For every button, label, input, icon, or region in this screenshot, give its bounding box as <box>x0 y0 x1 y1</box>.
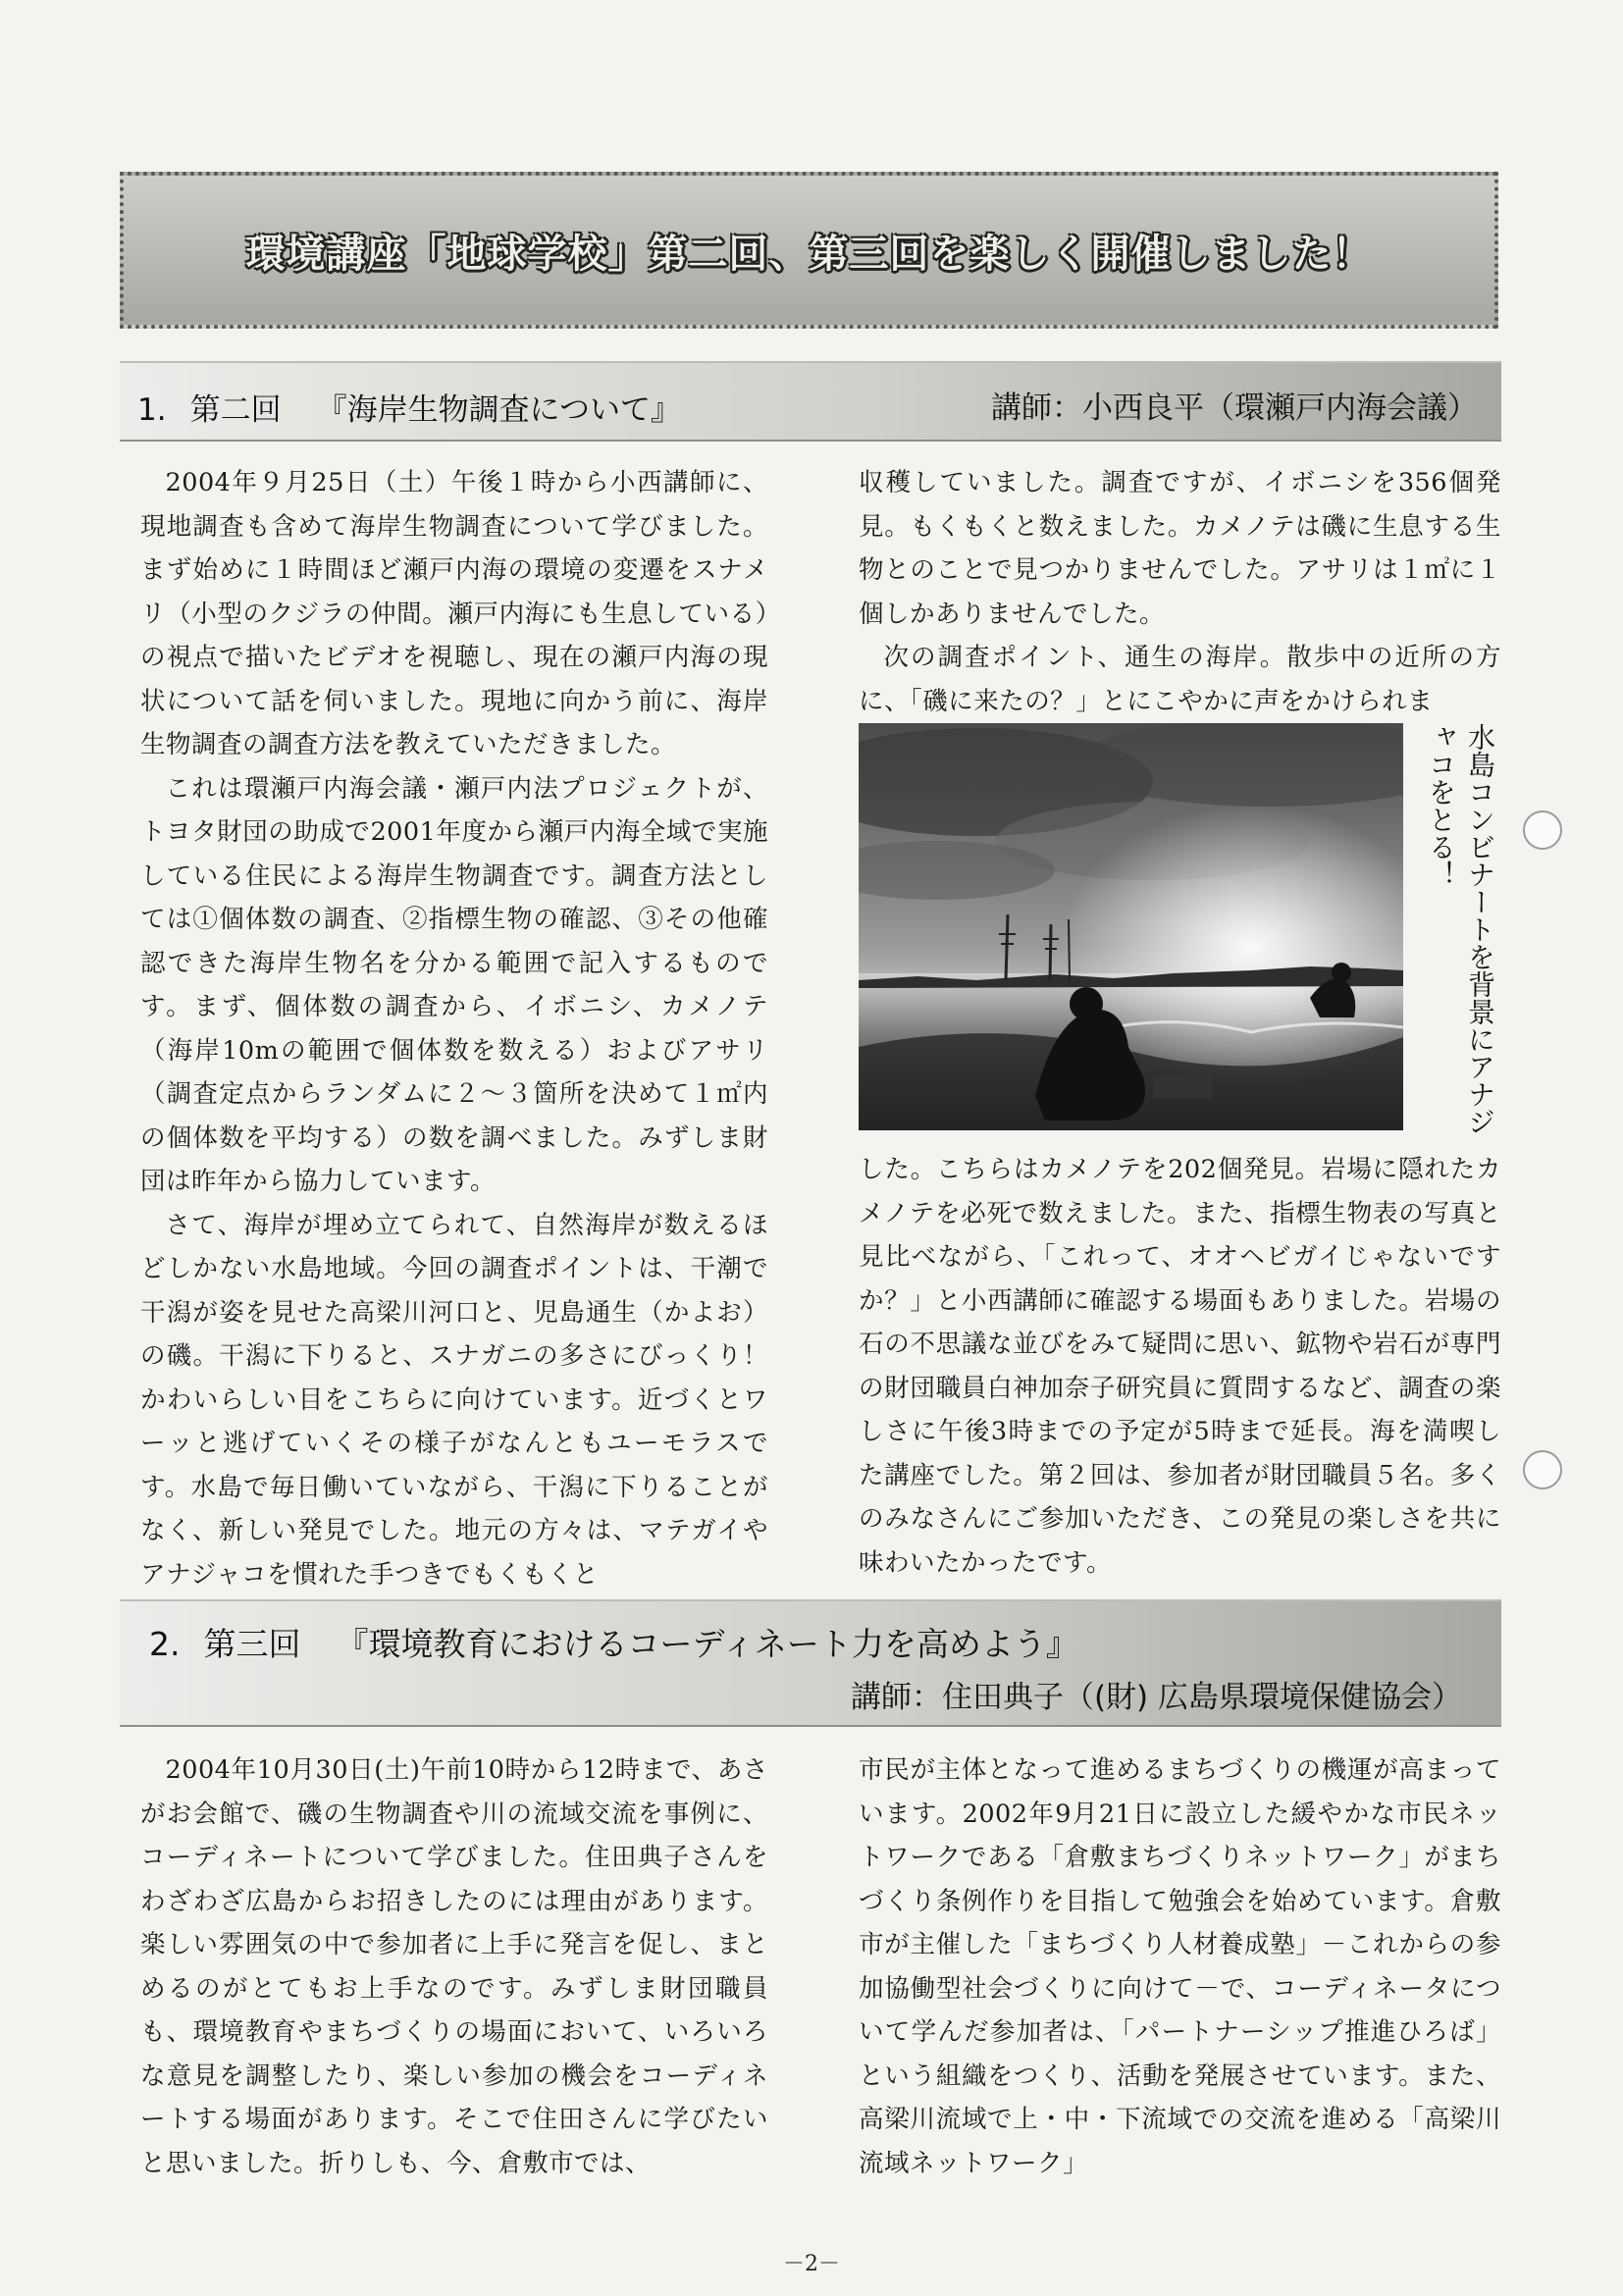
section2-left-column <box>140 1748 768 2185</box>
paragraph: さて、海岸が埋め立てられて、自然海岸が数えるほどしかない水島地域。今回の調査ポイントは、干潮で干潟が姿を見せた高梁川河口と、児島通生（かよお）の磯。干潟に下りると、スナガニの多さにびっくり！かわいらしい目をこちらに向けています。近づくとワーッと逃げていくその様子がなんともユーモラスです。水島で毎日働いていながら、干潟に下りることがなく、新しい発見でした。地元の方々は、マテガイやアナジャコを慣れた手つきでもくもくと <box>140 1210 768 1590</box>
tidal-flat-photo <box>859 723 1403 1130</box>
section1-header <box>120 361 1501 442</box>
section2-right-column <box>859 1748 1501 2185</box>
section1-topic: 『海岸生物調査について』 <box>316 392 681 428</box>
paragraph: 市民が主体となって進めるまちづくりの機運が高まっています。2002年9月21日に設立した緩やかな市民ネットワークである「倉敷まちづくりネットワーク」がまちづくり条例作りを目指して勉強会を始めています。倉敷市が主催した「まちづくり人材養成塾」－これからの参加協働型社会づくりに向けて－で、コーディネータについて学んだ参加者は、「パートナーシップ推進ひろば」という組織をつくり、活動を発展させています。また、高梁川流域で上・中・下流域での交流を進める「高梁川流域ネットワーク」 <box>859 1755 1501 2178</box>
paragraph: した。こちらはカメノテを202個発見。岩場に隠れたカメノテを必死で数えました。また、指標生物表の写真と見比べながら、「これって、オオヘビガイじゃないですか？」と小西講師に確認する場面もありました。岩場の石の不思議な並びをみて疑問に思い、鉱物や岩石が専門の財団職員白神加奈子研究員に質問するなど、調査の楽しさに午後3時までの予定が5時まで延長。海を満喫した講座でした。第２回は、参加者が財団職員５名。多くのみなさんにご参加いただき、この発見の楽しさを共に味わいたかったです。 <box>859 1155 1501 1578</box>
paragraph: 収穫していました。調査ですが、イボニシを356個発見。もくもくと数えました。カメノテは磯に生息する生物とのことで見つかりませんでした。アサリは１㎡に１個しかありませんでした。 <box>859 468 1501 629</box>
section1-right-column-bottom <box>859 1148 1501 1585</box>
section1-lecturer: 講師：小西良平（環瀬戸内海会議） <box>991 391 1478 426</box>
page-title: 環境講座「地球学校」第二回、第三回を楽しく開催しました！ <box>245 231 1373 277</box>
section2-number: 2. <box>149 1625 181 1663</box>
photo-caption: 水島コンビナートを背景にアナジャコをとる！ <box>1425 723 1496 1135</box>
photo-image <box>859 723 1403 1130</box>
section1-left-column <box>140 461 768 1596</box>
title-banner <box>120 172 1498 329</box>
section2-lecturer: 講師：住田典子（(財) 広島県環境保健協会） <box>850 1680 1462 1715</box>
punch-hole <box>1523 810 1562 850</box>
section1-number: 1. <box>137 392 167 428</box>
section2-topic: 『環境教育におけるコーディネート力を高めよう』 <box>336 1625 1078 1663</box>
paragraph: 次の調査ポイント、通生の海岸。散歩中の近所の方に、「磯に来たの？」とにこやかに声をかけられま <box>859 643 1501 716</box>
paragraph: 2004年10月30日(土)午前10時から12時まで、あさがお会館で、磯の生物調査や川の流域交流を事例に、コーディネートについて学びました。住田典子さんをわざわざ広島からお招きしたのには理由があります。楽しい雰囲気の中で参加者に上手に発言を促し、まとめるのがとてもお上手なのです。みずしま財団職員も、環境教育やまちづくりの場面において、いろいろな意見を調整したり、楽しい参加の機会をコーディネートする場面があります。そこで住田さんに学びたいと思いました。折りしも、今、倉敷市では、 <box>140 1755 768 2178</box>
section1-right-column-top <box>859 461 1501 723</box>
paragraph: これは環瀬戸内海会議・瀬戸内法プロジェクトが、トヨタ財団の助成で2001年度から瀬戸内海全域で実施している住民による海岸生物調査です。調査方法としては①個体数の調査、②指標生物の確認、③その他確認できた海岸生物名を分かる範囲で記入するものです。まず、個体数の調査から、イボニシ、カメノテ（海岸10mの範囲で個体数を数える）およびアサリ（調査定点からランダムに２～３箇所を決めて１㎡内の個体数を平均する）の数を調べました。みずしま財団は昨年から協力しています。 <box>140 773 768 1196</box>
page-number: －2－ <box>783 2252 840 2276</box>
section2-session: 第三回 <box>203 1625 301 1663</box>
section2-heading <box>149 1619 1078 1665</box>
section1-session: 第二回 <box>189 392 282 428</box>
section2-header <box>120 1599 1501 1727</box>
section1-heading <box>137 385 681 429</box>
punch-hole <box>1523 1450 1562 1489</box>
paragraph: 2004年９月25日（土）午後１時から小西講師に、現地調査も含めて海岸生物調査について学びました。まず始めに１時間ほど瀬戸内海の環境の変遷をスナメリ（小型のクジラの仲間。瀬戸内海にも生息している）の視点で描いたビデオを視聴し、現在の瀬戸内海の現状について話を伺いました。現地に向かう前に、海岸生物調査の調査方法を教えていただきました。 <box>140 468 768 759</box>
